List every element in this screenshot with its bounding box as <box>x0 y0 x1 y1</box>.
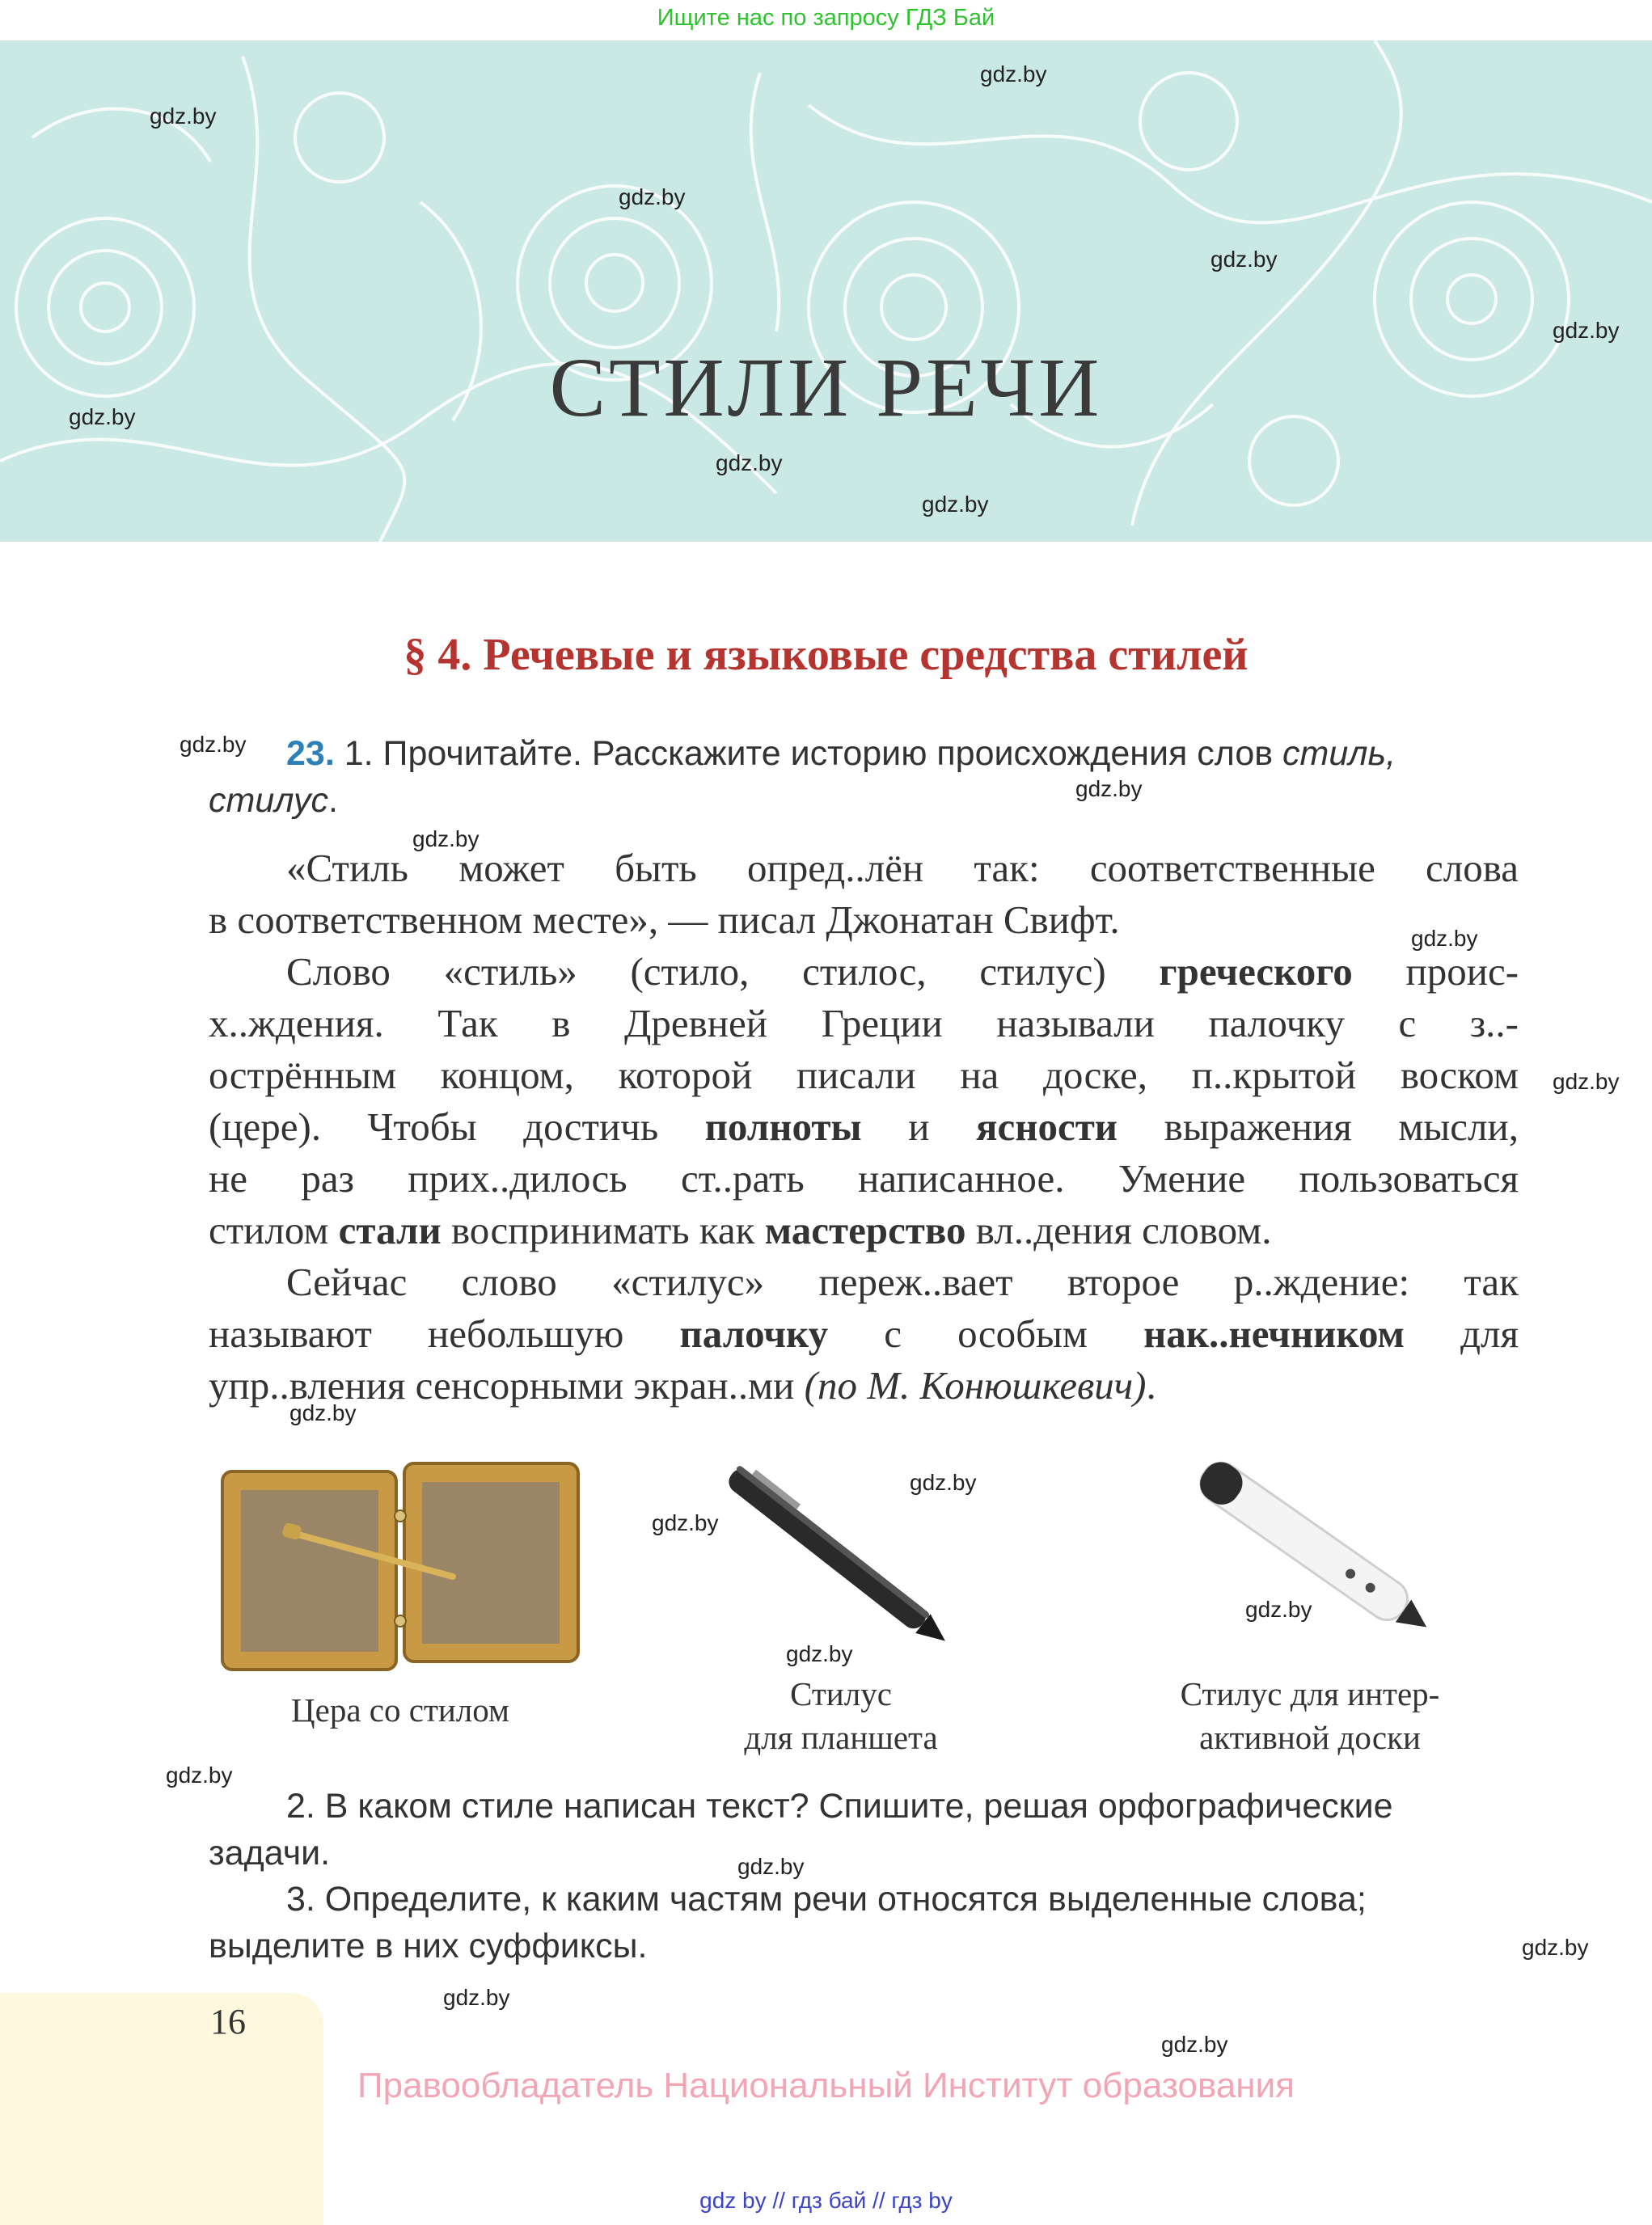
text-line: стилом стали воспринимать как мастерство вл..дения словом. <box>209 1208 1272 1252</box>
chapter-banner <box>0 40 1652 542</box>
watermark: gdz.by <box>716 450 783 475</box>
text-line: не раз прих..дилось ст..рать написанное. Умение пользоваться <box>209 1156 1519 1201</box>
task-heading <box>209 730 1535 824</box>
watermark: gdz.by <box>910 1470 977 1495</box>
wax-tablet-image <box>218 1459 582 1678</box>
watermark: gdz.by <box>180 732 247 757</box>
caption-board-stylus <box>1116 1672 1504 1759</box>
lace-pattern <box>0 40 1652 542</box>
watermark: gdz.by <box>980 61 1047 87</box>
watermark: gdz.by <box>1245 1597 1312 1622</box>
watermark: gdz.by <box>922 492 989 517</box>
watermark: gdz.by <box>69 404 136 429</box>
watermark: gdz.by <box>652 1510 719 1535</box>
text-line: (цере). Чтобы достичь полноты и ясности выражения мысли, <box>209 1104 1519 1149</box>
caption-tablet-stylus <box>679 1672 1003 1759</box>
task-3 <box>209 1876 1535 1970</box>
copyright-notice: Правообладатель Национальный Институт образования <box>357 2066 1295 2105</box>
text-line: Сейчас слово «стилус» переж..вает второе р..ждение: так <box>286 1260 1519 1304</box>
task-line: 2. В каком стиле написан текст? Спишите, решая орфографические <box>286 1787 1393 1826</box>
tablet-stylus-image <box>703 1463 970 1649</box>
caption-line: активной доски <box>1199 1719 1421 1756</box>
watermark: gdz.by <box>166 1763 233 1788</box>
task-2 <box>209 1783 1535 1877</box>
watermark: gdz.by <box>1210 247 1278 272</box>
task-word-stylus: стилус <box>209 781 329 820</box>
section-title: § 4. Речевые и языковые средства стилей <box>403 630 1249 680</box>
watermark: gdz.by <box>786 1641 853 1666</box>
chapter-title: СТИЛИ РЕЧИ <box>549 341 1103 434</box>
task-word-style: стиль, <box>1282 734 1396 773</box>
text-line: называют небольшую палочку с особым нак..нечником для <box>209 1311 1519 1356</box>
watermark: gdz.by <box>150 103 217 129</box>
caption-line: для планшета <box>744 1719 938 1756</box>
text-line: х..ждения. Так в Древней Греции называли палочку с з..- <box>209 1001 1519 1045</box>
board-stylus-image <box>1172 1455 1456 1641</box>
watermark: gdz.by <box>737 1854 805 1879</box>
task-line: 3. Определите, к каким частям речи относятся выделенные слова; <box>286 1880 1367 1919</box>
watermark: gdz.by <box>1075 776 1143 801</box>
watermark: gdz.by <box>619 184 686 209</box>
task-line: задачи. <box>209 1834 331 1872</box>
page-number: 16 <box>210 2002 246 2041</box>
watermark: gdz.by <box>289 1400 357 1425</box>
caption-wax-tablet: Цера со стилом <box>291 1691 509 1729</box>
watermark: gdz.by <box>443 1985 510 2010</box>
text-line: упр..вления сенсорными экран..ми (по М. Конюшкевич). <box>209 1363 1156 1408</box>
footer-links[interactable]: gdz by // гдз бай // гдз by <box>699 2188 953 2213</box>
text-line: в соответственном месте», — писал Джонатан Свифт. <box>209 897 1120 942</box>
watermark: gdz.by <box>1161 2032 1228 2057</box>
task-instruction: 1. Прочитайте. Расскажите историю происхождения слов <box>344 734 1283 773</box>
task-number: 23. <box>286 734 335 773</box>
watermark: gdz.by <box>1411 926 1478 951</box>
caption-line: Стилус для интер- <box>1180 1675 1440 1712</box>
watermark: gdz.by <box>1522 1935 1589 1960</box>
search-hint[interactable]: Ищите нас по запросу ГДЗ Бай <box>657 5 995 31</box>
text-line: «Стиль может быть опред..лён так: соответственные слова <box>286 846 1519 890</box>
watermark: gdz.by <box>1553 1069 1620 1094</box>
task-punct: . <box>328 781 338 820</box>
text-line: острённым концом, которой писали на доске, п..крытой воском <box>209 1053 1519 1097</box>
reading-text <box>209 842 1519 1412</box>
watermark: gdz.by <box>412 826 480 851</box>
caption-line: Стилус <box>790 1675 892 1712</box>
task-line: выделите в них суффиксы. <box>209 1927 648 1965</box>
watermark: gdz.by <box>1553 318 1620 343</box>
text-line: Слово «стиль» (стило, стилос, стилус) греческого проис- <box>286 949 1519 994</box>
